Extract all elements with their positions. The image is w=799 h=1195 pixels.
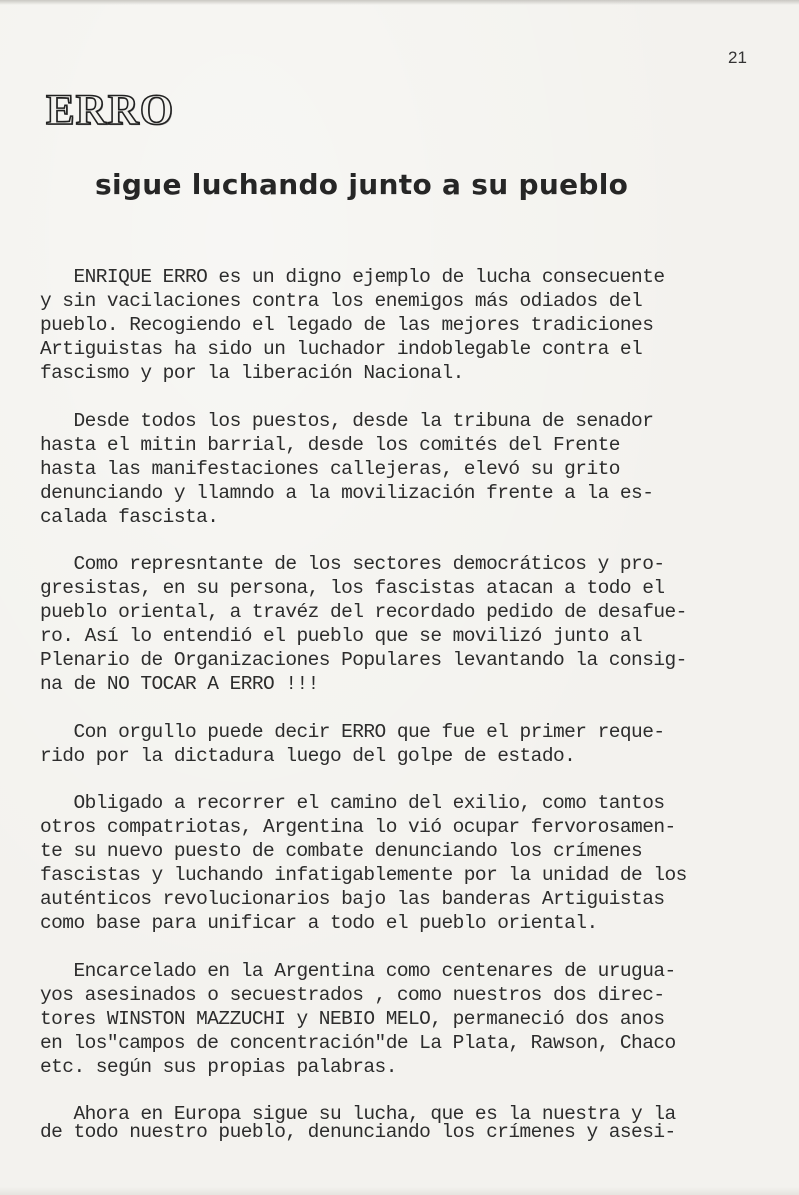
text-line: calada fascista. [40,505,219,528]
text-line: Ahora en Europa sigue su lucha, que es la nuestra y la [40,1103,676,1125]
text-line: de todo nuestro pueblo, denunciando los crímenes y asesi- [40,1121,676,1143]
text-line: Desde todos los puestos, desde la tribuna de senador [40,409,654,432]
text-line: pueblo oriental, a travéz del recordado pedido de desafue- [40,601,687,623]
text-line: ro. Así lo entendió el pueblo que se movilizó junto al [40,625,643,647]
paragraph [40,720,795,768]
text-line: pueblo. Recogiendo el legado de las mejores tradiciones [40,314,654,336]
text-line: etc. según sus propias palabras. [40,1055,397,1078]
text-line: fascismo y por la liberación Nacional. [40,362,464,384]
text-line: ENRIQUE ERRO es un digno ejemplo de lucha consecuente [40,266,665,288]
text-line: na de NO TOCAR A ERRO !!! [40,673,319,695]
paragraph [40,959,795,1079]
text-line: yos asesinados o secuestrados , como nuestros dos direc- [40,983,665,1006]
page-bottom-edge [0,1187,799,1195]
text-line: denunciando y llamndo a la movilización frente a la es- [40,481,654,504]
text-line: auténticos revolucionarios bajo las banderas Artiguistas [40,888,665,910]
text-line: Con orgullo puede decir ERRO que fue el primer reque- [40,720,665,743]
text-line: fascistas y luchando infatigablemente por la unidad de los [40,864,687,886]
text-line: tores WINSTON MAZZUCHI y NEBIO MELO, permaneció dos anos [40,1007,665,1030]
text-line: hasta las manifestaciones callejeras, elevó su grito [40,457,620,480]
text-line: Encarcelado en la Argentina como centenares de urugua- [40,959,676,982]
paragraph [40,409,795,529]
text-line: gresistas, en su persona, los fascistas atacan a todo el [40,577,665,599]
text-line: Plenario de Organizaciones Populares levantando la consig- [40,649,687,671]
page-edge [0,0,799,5]
text-line: en los"campos de concentración"de La Plata, Rawson, Chaco [40,1031,676,1054]
text-line: Artiguistas ha sido un luchador indoblegable contra el [40,338,643,360]
page-number: 21 [728,48,747,67]
paragraph [40,265,795,385]
text-line: rido por la dictadura luego del golpe de estado. [40,744,576,767]
text-line: otros compatriotas, Argentina lo vió ocupar fervorosamen- [40,816,676,838]
text-line: Como represntante de los sectores democráticos y pro- [40,553,665,575]
paragraph [40,791,795,935]
text-line: y sin vacilaciones contra los enemigos más odiados del [40,290,643,312]
text-line: te su nuevo puesto de combate denunciando los crímenes [40,840,643,862]
text-line: Obligado a recorrer el camino del exilio, como tantos [40,792,665,814]
text-line: como base para unificar a todo el pueblo oriental. [40,912,598,934]
paragraph [40,1102,795,1143]
article-subtitle: sigue luchando junto a su pueblo [95,168,629,201]
paragraph [40,552,795,696]
erro-logo: ERRO [46,87,175,134]
article-body [40,265,795,1164]
text-line: hasta el mitin barrial, desde los comités del Frente [40,433,620,456]
